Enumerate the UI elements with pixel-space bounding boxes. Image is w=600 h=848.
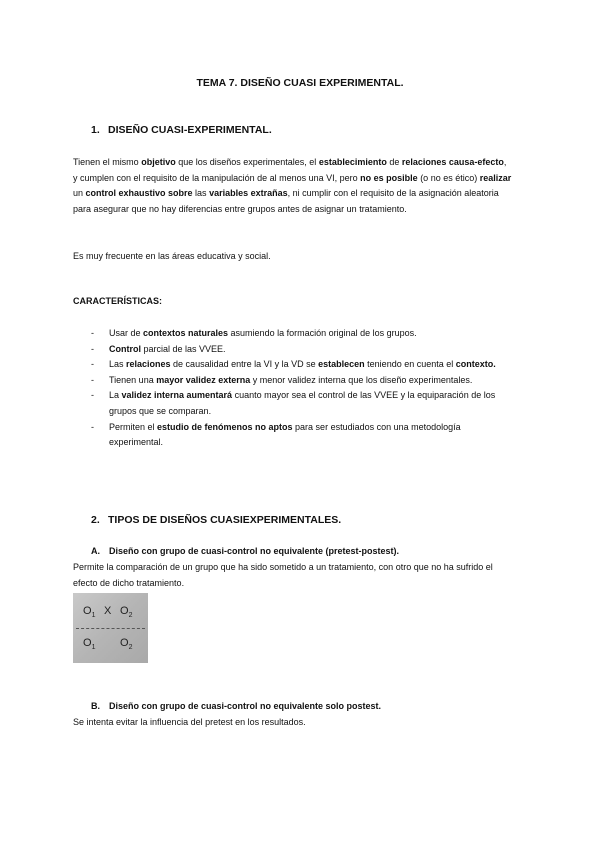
design-diagram <box>73 593 148 663</box>
list-item <box>91 373 511 389</box>
section-1-number: 1. <box>91 124 100 136</box>
text-run: teniendo en cuenta el <box>364 359 456 370</box>
text-run: Las <box>109 359 127 370</box>
text-run: Permiten el <box>109 421 158 432</box>
bold-run: variables extrañas <box>209 188 288 199</box>
text-run: asumiendo la formación original de los grupos. <box>228 328 417 338</box>
bold-run: Control <box>109 343 141 354</box>
subsection-a-heading <box>91 546 399 556</box>
bullet-dash: - <box>91 390 94 401</box>
bold-run: relaciones <box>126 359 171 370</box>
section-2-title: TIPOS DE DISEÑOS CUASIEXPERIMENTALES. <box>108 514 342 526</box>
o-letter: O <box>83 605 92 617</box>
bold-run: mayor validez externa <box>156 374 251 385</box>
diagram-o2-bottom <box>120 637 132 651</box>
text-run: cuanto mayor sea el control de las VVEE y la equiparación de los grupos que se comparan. <box>109 390 496 416</box>
list-item <box>91 420 511 451</box>
o-subscript: 1 <box>91 644 96 652</box>
caracteristicas-list <box>91 326 511 451</box>
o-letter: O <box>120 637 129 649</box>
subsection-b-heading <box>91 701 381 711</box>
section-2-heading <box>91 514 341 526</box>
o-subscript: 2 <box>128 644 133 652</box>
bold-run: contexto. <box>455 359 496 370</box>
diagram-o2-top <box>120 605 132 619</box>
page-title: TEMA 7. DISEÑO CUASI EXPERIMENTAL. <box>196 77 404 89</box>
text-run: Usar de <box>109 328 144 338</box>
bold-run: contextos naturales <box>143 328 229 338</box>
text-run: Tienen una <box>109 374 157 385</box>
section-1-heading <box>91 124 272 136</box>
bullet-dash: - <box>91 421 94 432</box>
subsection-b-title: Diseño con grupo de cuasi-control no equivalente solo postest. <box>109 701 382 711</box>
text-run: y menor validez interna que los diseño experimentales. <box>250 374 473 385</box>
subsection-a-letter: A. <box>91 546 100 556</box>
text-run: de causalidad entre la VI y la VD se <box>170 359 319 370</box>
text-run: de <box>386 157 402 167</box>
intro-paragraph-2: Es muy frecuente en las áreas educativa y social. <box>73 251 271 261</box>
list-item <box>91 326 511 342</box>
bold-run: objetivo <box>141 157 176 167</box>
text-run: , y cumplen con el requisito de la manipulación de al menos una VI, pero <box>73 157 507 183</box>
list-item <box>91 357 511 373</box>
section-2-number: 2. <box>91 514 100 526</box>
subsection-a-title: Diseño con grupo de cuasi-control no equivalente (pretest-postest). <box>109 546 400 556</box>
text-run: (o no es ético) <box>417 172 480 183</box>
bullet-dash: - <box>91 359 94 370</box>
diagram-o1-top <box>83 605 95 619</box>
list-item <box>91 388 511 419</box>
bullet-dash: - <box>91 343 94 354</box>
diagram-o1-bottom <box>83 637 95 651</box>
bold-run: relaciones causa-efecto <box>401 157 504 167</box>
o-subscript: 1 <box>91 612 96 620</box>
text-run: Tienen el mismo <box>73 157 142 167</box>
diagram-dashed-divider <box>76 628 145 629</box>
bold-run: control exhaustivo sobre <box>85 188 193 199</box>
bold-run: realizar <box>479 172 512 183</box>
section-1-title: DISEÑO CUASI-EXPERIMENTAL. <box>108 124 272 136</box>
list-item <box>91 342 511 358</box>
text-run: parcial de las VVEE. <box>141 343 226 354</box>
subsection-a-text: Permite la comparación de un grupo que ha sido sometido a un tratamiento, con otro que no ha sufrido el efecto de dicho tratamiento. <box>73 562 493 588</box>
text-run: , ni cumplir con el requisito de la asignación aleatoria para asegurar que no hay diferencias entre grupos antes de asignar un tratamiento. <box>73 188 499 214</box>
text-run: La <box>109 390 122 401</box>
o-letter: O <box>120 605 129 617</box>
bold-run: no es posible <box>360 172 418 183</box>
text-run: un <box>73 188 86 199</box>
bullet-dash: - <box>91 328 94 338</box>
text-run: que los diseños experimentales, el <box>175 157 319 167</box>
subsection-b-text: Se intenta evitar la influencia del pretest en los resultados. <box>73 717 306 727</box>
o-subscript: 2 <box>128 612 133 620</box>
bullet-dash: - <box>91 374 94 385</box>
bold-run: establecimiento <box>318 157 387 167</box>
subsection-b-letter: B. <box>91 701 100 711</box>
text-run: las <box>192 188 210 199</box>
bold-run: validez interna aumentará <box>121 390 233 401</box>
o-letter: O <box>83 637 92 649</box>
intro-paragraph <box>73 155 513 217</box>
diagram-x: X <box>104 605 112 617</box>
caracteristicas-heading: CARACTERÍSTICAS: <box>73 296 162 306</box>
text-run: para ser estudiados con una metodología experimental. <box>109 421 461 448</box>
bold-run: estudio de fenómenos no aptos <box>157 421 293 432</box>
bold-run: establecen <box>318 359 365 370</box>
